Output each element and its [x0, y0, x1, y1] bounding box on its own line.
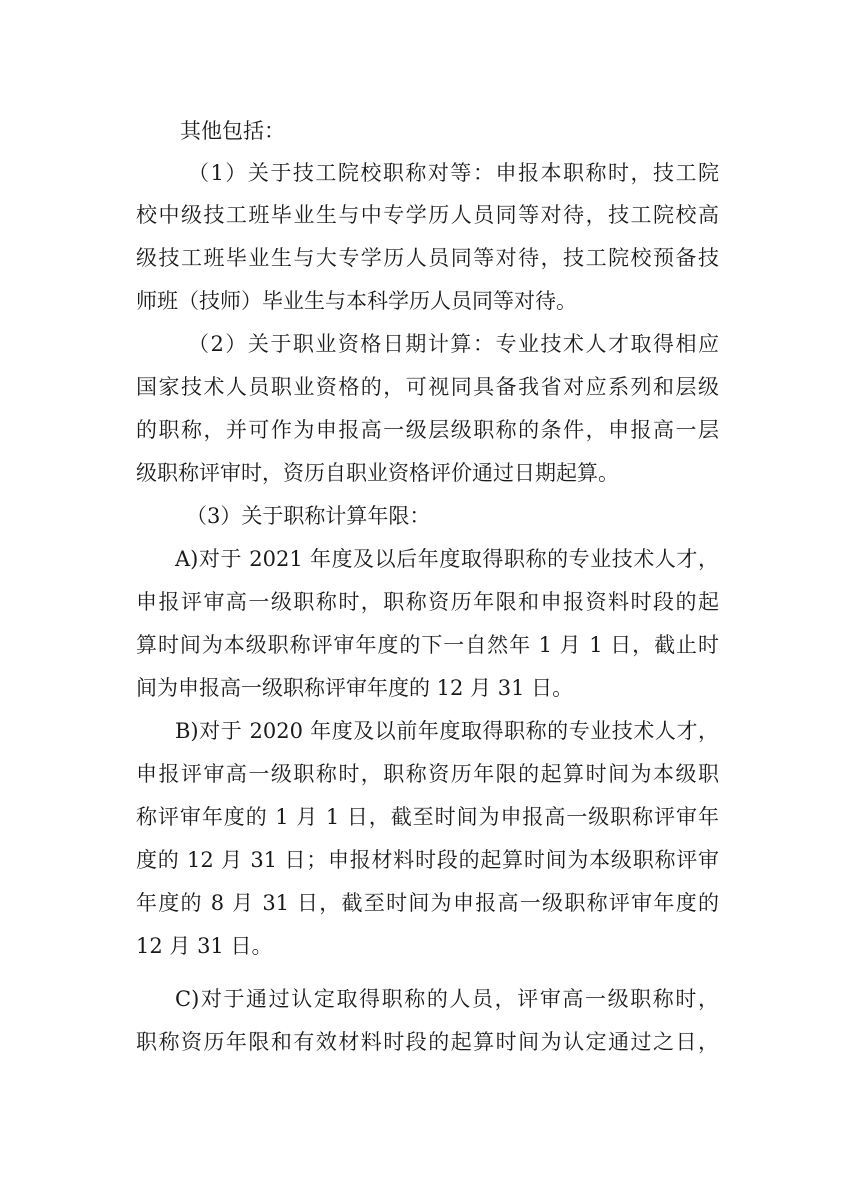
paragraph-item-3a-cont [0, 668, 848, 708]
paragraph-item-3a-cont [0, 582, 848, 622]
text-line: （1）关于技工院校职称对等：申报本职称时，技工院 [188, 161, 719, 185]
text-line: 申报评审高一级职称时，职称资历年限和申报资料时段的起 [136, 590, 719, 614]
paragraph-item-3 [0, 496, 848, 536]
paragraph-item-3c [0, 979, 848, 1019]
paragraph-item-3a [0, 539, 848, 579]
text-line: 年度的 8 月 31 日，截至时间为申报高一级职称评审年度的 [136, 891, 719, 915]
paragraph-item-3a-cont [0, 625, 848, 665]
paragraph-item-2 [0, 324, 848, 364]
text-line: 校中级技工班毕业生与中专学历人员同等对待，技工院校高 [136, 203, 719, 227]
paragraph-item-2-cont [0, 367, 848, 407]
paragraph-item-3b-cont [0, 797, 848, 837]
text-line: 的职称，并可作为申报高一级层级职称的条件，申报高一层 [136, 418, 719, 442]
text-line: 国家技术人员职业资格的，可视同具备我省对应系列和层级 [136, 375, 719, 399]
text-line: 师班（技师）毕业生与本科学历人员同等对待。 [136, 289, 577, 313]
text-line: 12 月 31 日。 [136, 934, 273, 958]
text-line: 称评审年度的 1 月 1 日，截至时间为申报高一级职称评审年 [136, 805, 719, 829]
text-line: 职称资历年限和有效材料时段的起算时间为认定通过之日， [136, 1030, 719, 1054]
text-line: （2）关于职业资格日期计算：专业技术人才取得相应 [188, 332, 719, 356]
text-line: 间为申报高一级职称评审年度的 12 月 31 日。 [136, 676, 574, 700]
text-line: 级技工班毕业生与大专学历人员同等对待，技工院校预备技 [136, 246, 719, 270]
paragraph-item-1-cont [0, 195, 848, 235]
text-line: 其他包括： [180, 119, 285, 143]
paragraph-item-3b-cont [0, 754, 848, 794]
paragraph-item-1 [0, 153, 848, 193]
text-line: 度的 12 月 31 日；申报材料时段的起算时间为本级职称评审 [136, 848, 719, 872]
paragraph-item-1-cont [0, 238, 848, 278]
paragraph-intro [0, 111, 848, 151]
text-line: B)对于 2020 年度及以前年度取得职称的专业技术人才， [175, 719, 719, 743]
text-line: 级职称评审时，资历自职业资格评价通过日期起算。 [136, 461, 619, 485]
paragraph-item-2-cont [0, 410, 848, 450]
paragraph-item-3b-cont [0, 926, 848, 966]
paragraph-item-3c-cont [0, 1022, 848, 1062]
paragraph-item-1-cont [0, 281, 848, 321]
paragraph-item-3b-cont [0, 840, 848, 880]
paragraph-item-3b-cont [0, 883, 848, 923]
text-line: 申报评审高一级职称时，职称资历年限的起算时间为本级职 [136, 762, 719, 786]
paragraph-item-2-cont [0, 453, 848, 493]
text-line: （3）关于职称计算年限： [186, 504, 431, 528]
text-line: C)对于通过认定取得职称的人员，评审高一级职称时， [175, 987, 719, 1011]
text-line: 算时间为本级职称评审年度的下一自然年 1 月 1 日，截止时 [136, 633, 719, 657]
paragraph-item-3b [0, 711, 848, 751]
text-line: A)对于 2021 年度及以后年度取得职称的专业技术人才， [175, 547, 719, 571]
